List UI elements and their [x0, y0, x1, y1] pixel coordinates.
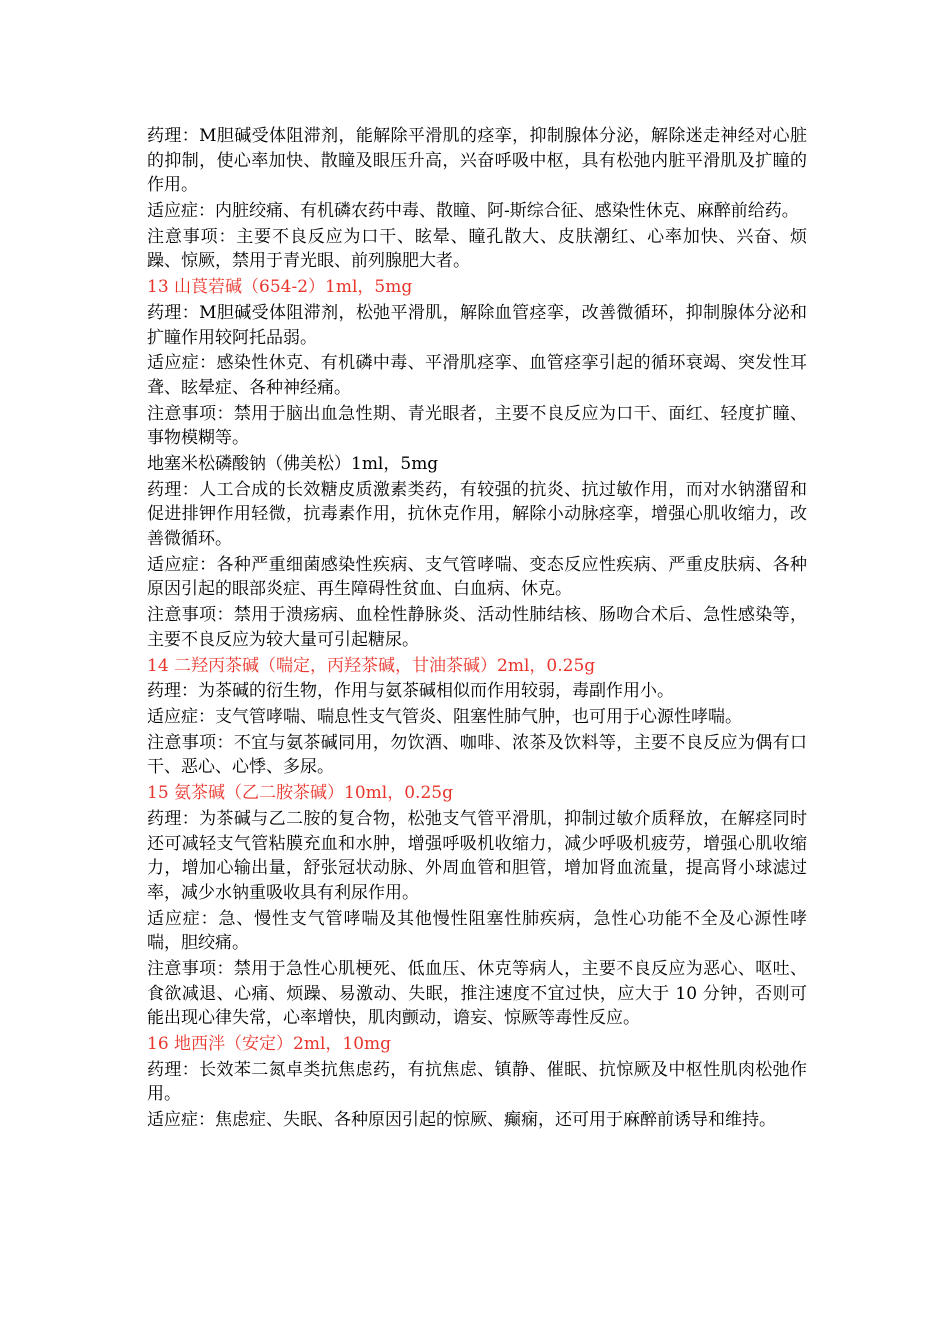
- paragraph-diprophylline-indications: 适应症：支气管哮喘、喘息性支气管炎、阻塞性肺气肿，也可用于心源性哮喘。: [147, 707, 742, 728]
- paragraph-diazepam-pharmacology: 药理：长效苯二氮卓类抗焦虑药，有抗焦虑、镇静、催眠、抗惊厥及中枢性肌肉松弛作用。: [147, 1059, 807, 1105]
- paragraph-dexamethasone-pharmacology: 药理：人工合成的长效糖皮质激素类药，有较强的抗炎、抗过敏作用，而对水钠潴留和促进排钾作用轻微，抗毒素作用，抗休克作用，解除小动脉痉挛，增强心肌收缩力，改善微循环。: [147, 479, 807, 549]
- paragraph-aminophylline-indications: 适应症：急、慢性支气管哮喘及其他慢性阻塞性肺疾病，急性心功能不全及心源性哮喘，胆绞痛。: [147, 908, 807, 954]
- paragraph-diprophylline-precautions: 注意事项：不宜与氨茶碱同用，勿饮酒、咖啡、浓茶及饮料等，主要不良反应为偶有口干、恶心、心悸、多尿。: [147, 732, 807, 778]
- paragraph-anisodamine-pharmacology: 药理：M胆碱受体阻滞剂，松弛平滑肌，解除血管痉挛，改善微循环，抑制腺体分泌和扩瞳作用较阿托品弱。: [147, 302, 807, 348]
- paragraph-atropine-precautions: 注意事项：主要不良反应为口干、眩晕、瞳孔散大、皮肤潮红、心率加快、兴奋、烦躁、惊厥，禁用于青光眼、前列腺肥大者。: [147, 226, 807, 272]
- paragraph-aminophylline-precautions: 注意事项：禁用于急性心肌梗死、低血压、休克等病人，主要不良反应为恶心、呕吐、食欲减退、心痛、烦躁、易激动、失眠，推注速度不宜过快，应大于 10 分钟，否则可能出现心律失常，心率增快，肌肉颤动，谵妄、惊厥等毒性反应。: [147, 958, 807, 1029]
- document-page: [147, 124, 807, 1134]
- paragraph-anisodamine-indications: 适应症：感染性休克、有机磷中毒、平滑肌痉挛、血管痉挛引起的循环衰竭、突发性耳聋、眩晕症、各种神经痛。: [147, 353, 807, 398]
- paragraph-dexamethasone-precautions: 注意事项：禁用于溃疡病、血栓性静脉炎、活动性肺结核、肠吻合术后、急性感染等，主要不良反应为较大量可引起糖尿。: [147, 605, 807, 650]
- paragraph-diazepam-indications: 适应症：焦虑症、失眠、各种原因引起的惊厥、癫痫，还可用于麻醉前诱导和维持。: [147, 1110, 776, 1131]
- paragraph-atropine-indications: 适应症：内脏绞痛、有机磷农药中毒、散瞳、阿-斯综合征、感染性休克、麻醉前给药。: [147, 200, 799, 221]
- paragraph-dexamethasone-indications: 适应症：各种严重细菌感染性疾病、支气管哮喘、变态反应性疾病、严重皮肤病、各种原因引起的眼部炎症、再生障碍性贫血、白血病、休克。: [147, 554, 807, 600]
- paragraph-diprophylline-pharmacology: 药理：为茶碱的衍生物，作用与氨茶碱相似而作用较弱，毒副作用小。: [147, 681, 674, 702]
- paragraph-anisodamine-precautions: 注意事项：禁用于脑出血急性期、青光眼者，主要不良反应为口干、面红、轻度扩瞳、事物模糊等。: [147, 403, 807, 449]
- drug-heading-diprophylline: 14 二羟丙茶碱（喘定，丙羟茶碱，甘油茶碱）2ml，0.25g: [147, 655, 596, 676]
- paragraph-aminophylline-pharmacology: 药理：为茶碱与乙二胺的复合物，松弛支气管平滑肌，抑制过敏介质释放，在解痉同时还可减轻支气管粘膜充血和水肿，增强呼吸机收缩力，减少呼吸机疲劳，增强心肌收缩力，增加心输出量，舒张冠状动脉、外周血管和胆管，增加肾血流量，提高肾小球滤过率，减少水钠重吸收具有利尿作用。: [147, 809, 807, 903]
- drug-heading-diazepam: 16 地西泮（安定）2ml，10mg: [147, 1033, 392, 1054]
- paragraph-atropine-pharmacology: 药理：M胆碱受体阻滞剂，能解除平滑肌的痉挛，抑制腺体分泌，解除迷走神经对心脏的抑制，使心率加快、散瞳及眼压升高，兴奋呼吸中枢，具有松弛内脏平滑肌及扩瞳的作用。: [147, 126, 807, 196]
- drug-heading-anisodamine: 13 山莨菪碱（654-2）1ml，5mg: [147, 277, 413, 298]
- drug-heading-aminophylline: 15 氨茶碱（乙二胺茶碱）10ml，0.25g: [147, 783, 453, 804]
- drug-heading-dexamethasone: 地塞米松磷酸钠（佛美松）1ml，5mg: [147, 454, 439, 475]
